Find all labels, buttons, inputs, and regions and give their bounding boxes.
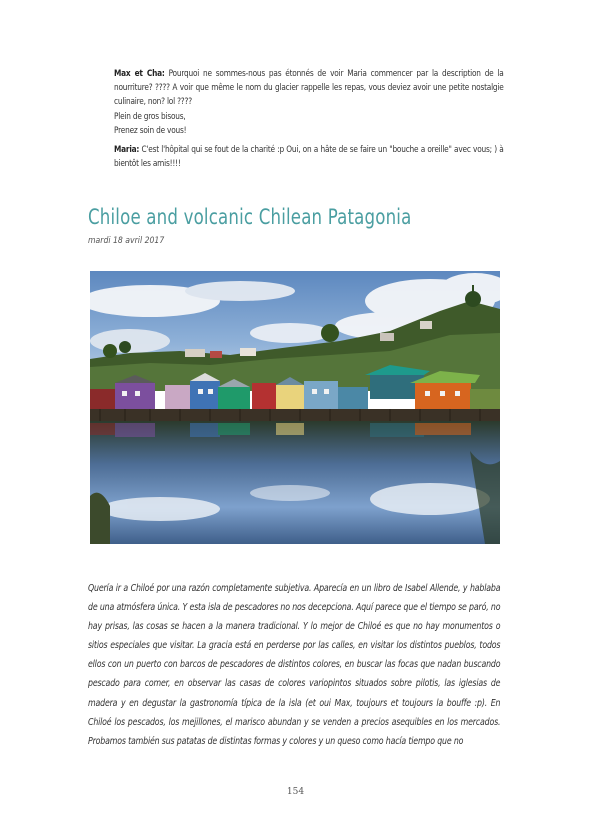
comment-text: C'est l'hôpital qui se fout de la charité :p Oui, on a hâte de se faire un "bouche a oreille" avec vous; ) à bientôt les amis!!!! bbox=[114, 145, 504, 170]
comment-author: Maria: bbox=[114, 145, 140, 156]
post-body: Quería ir a Chiloé por una razón completamente subjetiva. Aparecía en un libro de Isabel Allende, y hablaba de una atmósfera única. Y esta isla de pescadores no nos decepciona. Aquí parece que el tiempo se paró, no hay prisas, las cosas se hacen a la manera tradicional. Y lo mejor de Chiloé es que no hay monumentos o sitios especiales que visitar. La gracia está en perderse por las calles, en visitar los distintos pueblos, todos ellos con un puerto con barcos de pescadores de distintos colores, en buscar las focas que nadan buscando pescado para comer, en observar las casas de colores variopintos situados sobre pilotis, las iglesias de madera y en degustar la gastronomía típica de la isla (et oui Max, toujours et toujours la bouffe :p). En Chiloé los pescados, los mejillones, el marisco abundan y se venden a precios asequibles en los mercados. Probamos también sus patatas de distintas formas y colores y un queso como hacía tiempo que no bbox=[88, 583, 501, 747]
comment-maria bbox=[114, 143, 504, 171]
comment-text: Pourquoi ne sommes-nous pas étonnés de voir Maria commencer par la description de la nourriture? ???? A voir que même le nom du glacier rappelle les repas, vous deviez avoir une petite nostalgie culinaire, non? lol ???? bbox=[114, 69, 504, 108]
comment-author: Max et Cha: bbox=[114, 69, 165, 79]
comment-text: Prenez soin de vous! bbox=[114, 125, 187, 136]
post-date: mardi 18 avril 2017 bbox=[88, 236, 165, 246]
comment-paragraph bbox=[114, 143, 504, 171]
post-title: Chiloe and volcanic Chilean Patagonia bbox=[88, 205, 412, 229]
comment-paragraph bbox=[114, 67, 504, 110]
page-number: 154 bbox=[286, 787, 305, 797]
comments-section bbox=[114, 67, 504, 176]
comment-max-cha bbox=[114, 67, 504, 138]
photo-illustration bbox=[90, 271, 500, 544]
comment-text: Plein de gros bisous, bbox=[114, 111, 186, 122]
post-photo-palafitos bbox=[90, 271, 500, 544]
